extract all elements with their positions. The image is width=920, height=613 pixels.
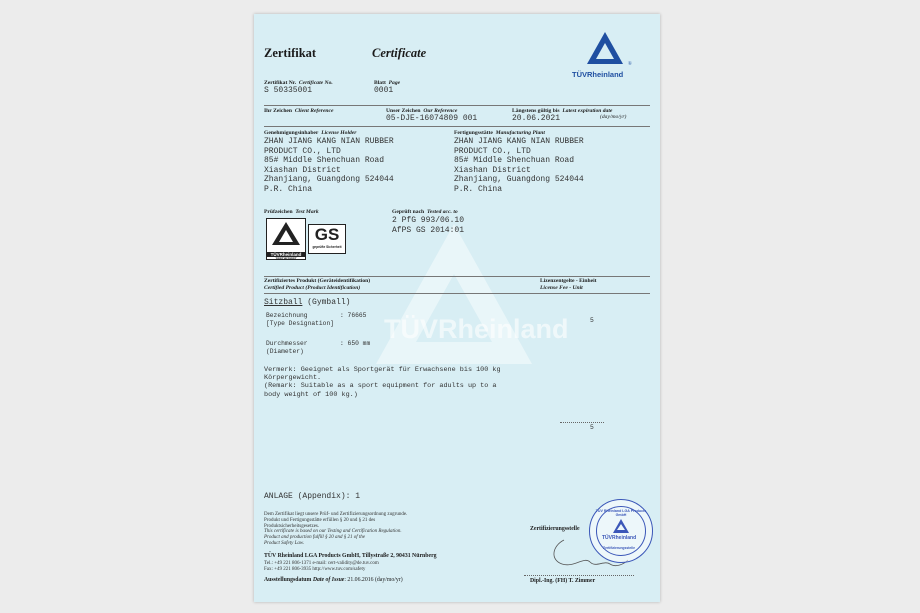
watermark-triangle-icon bbox=[364, 214, 544, 374]
plant-label: Fertigungsstätte Manufacturing Plant bbox=[454, 130, 545, 136]
address-line: Zhanjiang, Guangdong 524044 bbox=[264, 175, 394, 184]
diameter-value: : 650 mm bbox=[340, 340, 371, 347]
divider bbox=[264, 293, 650, 294]
gs-mark-sub: geprüfte Sicherheit bbox=[312, 245, 342, 249]
cert-no-value: S 50335001 bbox=[264, 86, 313, 95]
standard-line: AfPS GS 2014:01 bbox=[392, 225, 465, 235]
product-header-de: Zertifiziertes Produkt (Geräteidentifikation) bbox=[264, 278, 371, 284]
fee-total-line bbox=[560, 422, 604, 423]
issue-date: Ausstellungsdatum Date of Issue: 21.06.2016 (day/mo/yr) bbox=[264, 577, 403, 583]
address-line: Xiashan District bbox=[264, 165, 341, 175]
address-line: P.R. China bbox=[264, 184, 313, 194]
tuv-mark-caption: TÜVRheinland bbox=[267, 252, 305, 257]
address-line: 85# Middle Shenchuan Road bbox=[264, 156, 385, 165]
title-de: Zertifikat bbox=[264, 46, 317, 60]
address-line: P.R. China bbox=[454, 184, 503, 194]
page-value: 0001 bbox=[374, 86, 394, 95]
standard-line: 2 PfG 993/06.10 bbox=[392, 216, 465, 225]
address-line: Zhanjiang, Guangdong 524044 bbox=[454, 175, 584, 184]
gs-mark-text: GS bbox=[314, 225, 340, 244]
address-line: ZHAN JIANG KANG NIAN RUBBER bbox=[264, 137, 394, 146]
expiry-value: 20.06.2021 bbox=[512, 114, 561, 123]
page-label: Blatt Page bbox=[374, 80, 401, 86]
client-ref-label: Ihr Zeichen Client Reference bbox=[264, 108, 334, 114]
divider bbox=[264, 276, 650, 277]
divider bbox=[264, 105, 650, 106]
gs-mark bbox=[308, 224, 346, 254]
holder-address bbox=[264, 137, 394, 194]
signatory-name: Dipl.-Ing. (FH) T. Zimmer bbox=[530, 578, 596, 584]
test-mark-label: Prüfzeichen Test Mark bbox=[264, 209, 319, 215]
tuv-mark-triangle-icon bbox=[267, 219, 305, 247]
tested-label: Geprüft nach Tested acc. to bbox=[392, 209, 458, 215]
remark-block: Vermerk: Geeignet als Sportgerät für Erwachsene bis 100 kg Körpergewicht. (Remark: Suitable as a sport equipment for adults up to a body weight of 100 kg.) bbox=[264, 366, 501, 399]
address-line: 85# Middle Shenchuan Road bbox=[454, 156, 575, 165]
appendix: ANLAGE (Appendix): 1 bbox=[264, 492, 361, 501]
expiry-label: Längstens gültig bis Latest expiration date bbox=[512, 108, 613, 114]
address-line: Xiashan District bbox=[454, 165, 531, 175]
tested-standards bbox=[392, 216, 464, 235]
our-ref-value: 05-DJE-16074809 001 bbox=[386, 114, 478, 123]
product-name: Sitzball (Gymball) bbox=[264, 298, 351, 307]
fee-header-de: Lizenzentgelte - Einheit bbox=[540, 278, 597, 284]
diameter-block: Durchmesser (Diameter) bbox=[266, 340, 308, 355]
tuv-mark-sub: ZERTIFIZIERT bbox=[275, 257, 297, 261]
issuer-company: TÜV Rheinland LGA Products GmbH, Tillystraße 2, 90431 Nürnberg bbox=[264, 553, 437, 559]
expiry-format: (day/mo/yr) bbox=[600, 114, 627, 120]
plant-address bbox=[454, 137, 584, 194]
tuv-logo-icon bbox=[585, 30, 625, 68]
product-header-en: Certified Product (Product Identification) bbox=[264, 285, 361, 291]
divider bbox=[264, 126, 650, 127]
signature-line bbox=[524, 575, 634, 576]
fee-header-en: License Fee - Unit bbox=[540, 285, 583, 291]
title-en: Certificate bbox=[372, 46, 427, 60]
watermark-text: TÜVRheinland bbox=[384, 314, 569, 344]
our-ref-label: Unser Zeichen Our Reference bbox=[386, 108, 458, 114]
tuv-test-mark bbox=[266, 218, 306, 260]
designation-block: Bezeichnung [Type Designation] bbox=[266, 312, 335, 327]
holder-label: Genehmigungsinhaber License Holder bbox=[264, 130, 357, 136]
fee-unit: 5 bbox=[590, 317, 594, 324]
cert-no-label: Zertifikat Nr. Certificate No. bbox=[264, 80, 333, 86]
stamp-bottom-text: Zertifizierungsstelle bbox=[603, 546, 636, 550]
issuer-contact: Tel.: +49 221 806-1371 e-mail: cert-validity@de.tuv.com Fax: +49 221 806-3935 http://www.tuv.com/safety bbox=[264, 561, 379, 572]
address-line: PRODUCT CO., LTD bbox=[264, 146, 341, 156]
certificate-sheet bbox=[254, 14, 660, 602]
address-line: ZHAN JIANG KANG NIAN RUBBER bbox=[454, 137, 584, 146]
registered-mark: ® bbox=[628, 62, 632, 67]
stamp-brand: TÜVRheinland bbox=[602, 535, 637, 541]
fee-total: 5 bbox=[590, 424, 594, 431]
cert-body-label: Zertifizierungsstelle bbox=[530, 526, 580, 532]
address-line: PRODUCT CO., LTD bbox=[454, 146, 531, 156]
tuv-logo-text: TÜVRheinland bbox=[572, 70, 624, 79]
footer-notes: Dem Zertifikat liegt unsere Prüf- und Zertifizierungsordnung zugrunde. Produkt und Fertigungsstätte erfüllen § 20 und § 21 des Produktsicherheitsgesetzes. This certificate is based on our Testing and Certification Regulation. Product and production fulfill § 20 and § 21 of the Product Safety Law. bbox=[264, 512, 408, 546]
stamp-triangle-icon bbox=[612, 518, 630, 534]
designation-value: : 76665 bbox=[340, 312, 367, 319]
official-stamp bbox=[589, 499, 653, 563]
stamp-text: TÜV Rheinland LGA Products GmbH bbox=[595, 509, 647, 517]
